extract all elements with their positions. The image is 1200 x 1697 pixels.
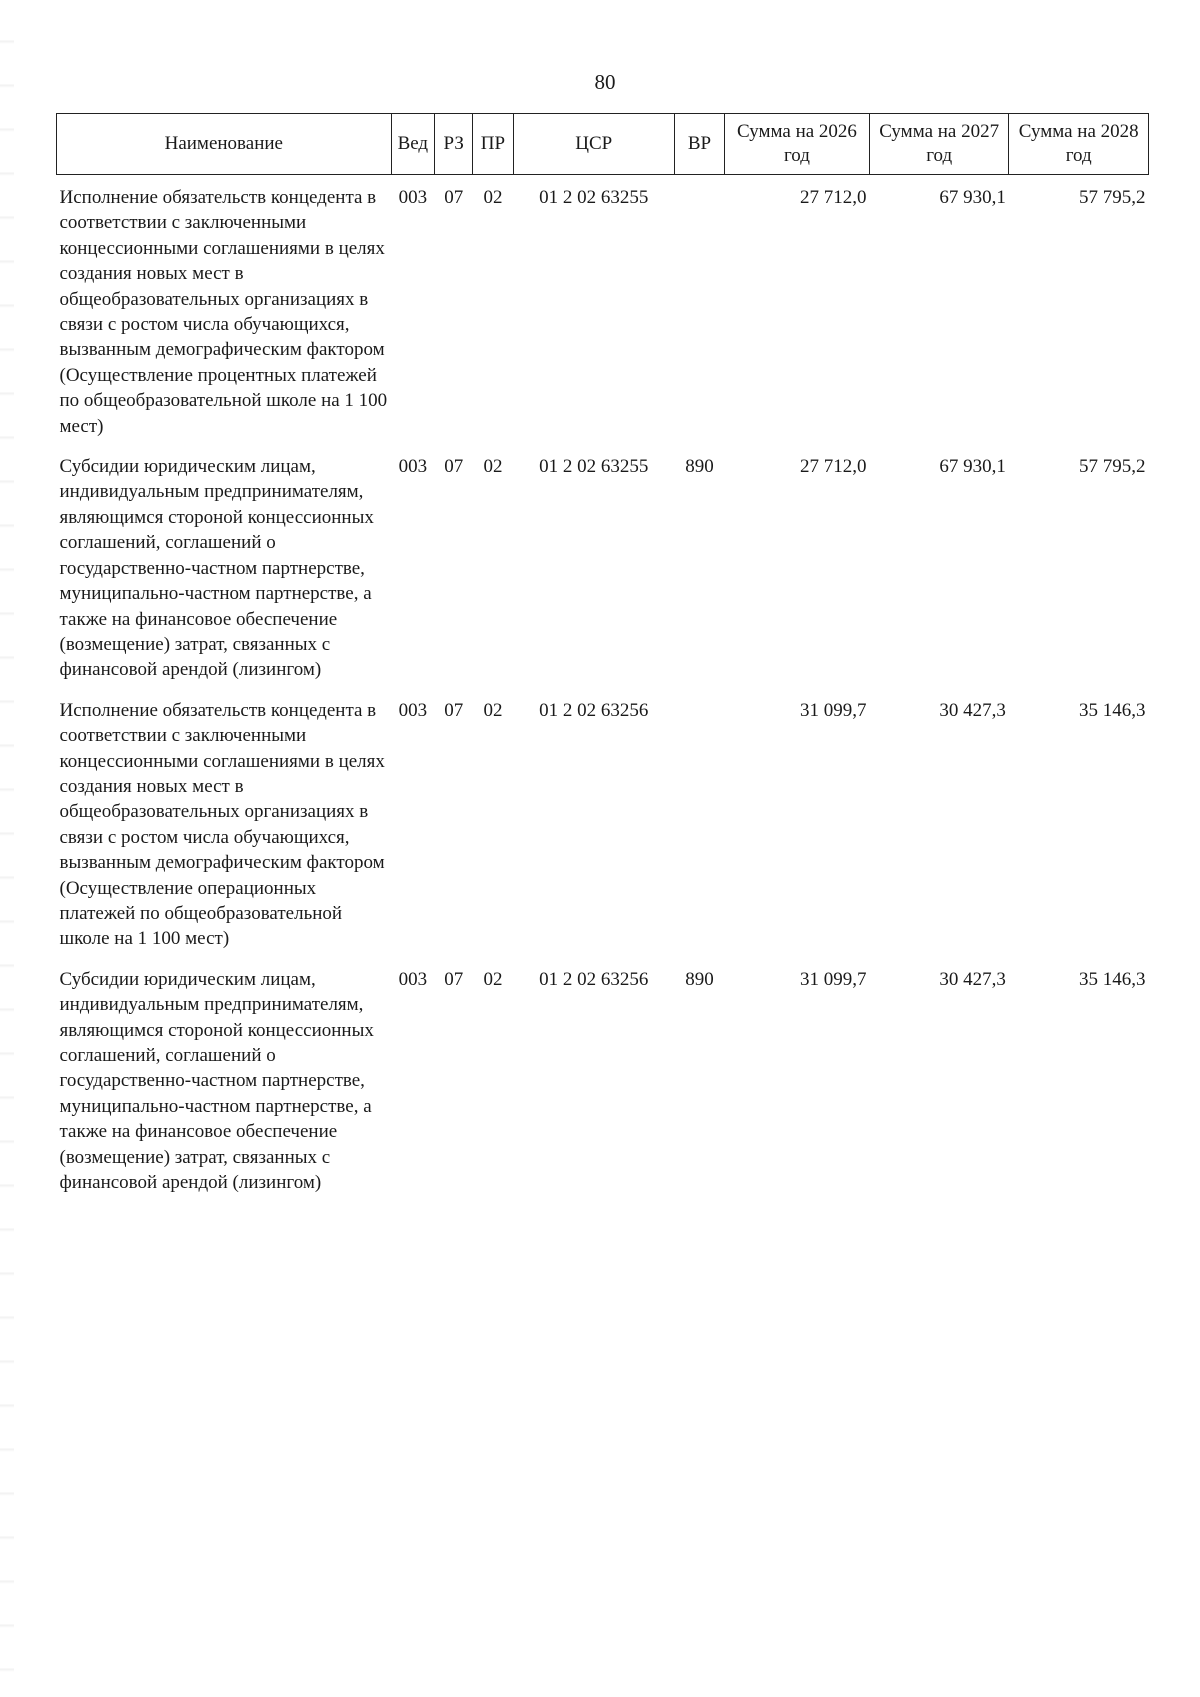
row-rz: 07: [444, 187, 464, 208]
scan-edge-artifact: [0, 0, 14, 1697]
row-csr: 01 2 02 63255: [539, 456, 649, 478]
row-sum-2027: 67 930,1: [939, 456, 1006, 478]
row-rz: 07: [444, 968, 464, 990]
table-body: [57, 175, 1149, 1201]
table-row: [57, 175, 1149, 445]
header-pr: ПР: [473, 114, 513, 175]
row-sum-2026: 27 712,0: [799, 456, 867, 478]
budget-table: [56, 113, 1149, 1200]
table-row: [57, 444, 1149, 688]
row-pr: 02: [483, 456, 503, 478]
header-sum-2028: Сумма на 2028 год: [1009, 114, 1149, 175]
row-sum-2026: 27 712,0: [799, 187, 867, 208]
header-name: Наименование: [57, 114, 392, 175]
header-sum-2027: Сумма на 2027 год: [869, 114, 1008, 175]
row-name: Исполнение обязательств концедента в соответствии с заключенными концессионными соглашениями в целях создания новых мест в общеобразовательных организациях в связи с ростом числа обучающихся, вызванным демографическим фактором (Осуществление операционных платежей по общеобразовательной школе на 1 100 мест): [59, 699, 385, 950]
row-sum-2027: 30 427,3: [939, 699, 1006, 721]
row-rz: 07: [444, 699, 464, 721]
row-sum-2028: 57 795,2: [1079, 187, 1146, 208]
header-csr: ЦСР: [513, 114, 674, 175]
row-ved: 003: [398, 456, 428, 478]
page-number: 80: [594, 70, 616, 94]
row-sum-2026: 31 099,7: [799, 699, 867, 721]
row-vr: [674, 688, 724, 957]
row-sum-2027: 30 427,3: [939, 968, 1006, 990]
table-row: [57, 957, 1149, 1201]
row-sum-2026: 31 099,7: [799, 968, 867, 990]
row-csr: 01 2 02 63256: [539, 699, 649, 721]
row-vr: 890: [685, 456, 714, 478]
row-name: Исполнение обязательств концедента в соответствии с заключенными концессионными соглашениями в целях создания новых мест в общеобразовательных организациях в связи с ростом числа обучающихся, вызванным демографическим фактором (Осуществление процентных платежей по общеобразовательной школе на 1 100 мест): [59, 187, 388, 437]
row-rz: 07: [444, 456, 464, 478]
row-ved: 003: [398, 968, 428, 990]
row-pr: 02: [483, 968, 503, 990]
row-name: Субсидии юридическим лицам, индивидуальным предпринимателям, являющимся стороной концессионных соглашений, соглашений о государственно-частном партнерстве, муниципально-частном партнерстве, а также на финансовое обеспечение (возмещение) затрат, связанных с финансовой арендой (лизингом): [59, 968, 374, 1194]
row-csr: 01 2 02 63256: [539, 968, 649, 990]
row-pr: 02: [483, 187, 503, 208]
row-sum-2027: 67 930,1: [939, 187, 1006, 208]
row-csr: 01 2 02 63255: [539, 187, 649, 208]
row-name: Субсидии юридическим лицам, индивидуальным предпринимателям, являющимся стороной концессионных соглашений, соглашений о государственно-частном партнерстве, муниципально-частном партнерстве, а также на финансовое обеспечение (возмещение) затрат, связанных с финансовой арендой (лизингом): [59, 456, 374, 681]
table-header: [57, 114, 1149, 175]
header-vr: ВР: [674, 114, 724, 175]
row-sum-2028: 57 795,2: [1079, 456, 1146, 478]
row-ved: 003: [398, 187, 428, 208]
table-row: [57, 688, 1149, 957]
header-ved: Вед: [391, 114, 435, 175]
row-sum-2028: 35 146,3: [1079, 699, 1146, 721]
row-ved: 003: [398, 699, 428, 721]
row-vr: 890: [685, 968, 714, 990]
row-pr: 02: [483, 699, 503, 721]
row-vr: [674, 175, 724, 445]
header-sum-2026: Сумма на 2026 год: [725, 114, 870, 175]
row-sum-2028: 35 146,3: [1079, 968, 1146, 990]
header-rz: РЗ: [435, 114, 473, 175]
